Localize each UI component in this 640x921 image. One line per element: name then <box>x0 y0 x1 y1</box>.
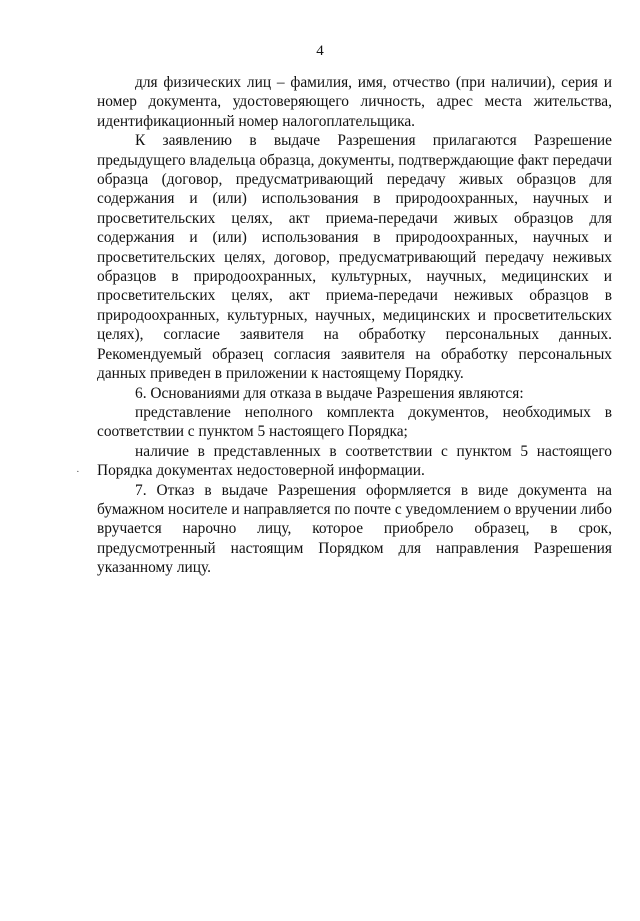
paragraph-false-information: наличие в представленных в соответствии с пунктом 5 настоящего Порядка документах недостоверной информации. <box>97 442 612 480</box>
paragraph-incomplete-documents: представление неполного комплекта документов, необходимых в соответствии с пунктом 5 настоящего Порядка; <box>97 403 612 441</box>
paragraph-refusal-grounds: 6. Основаниями для отказа в выдаче Разрешения являются: <box>135 384 524 402</box>
paragraph-applicant-details: для физических лиц – фамилия, имя, отчество (при наличии), серия и номер документа, удостоверяющего личность, адрес места жительства, идентификационный номер налогоплательщика. <box>97 74 612 130</box>
document-body <box>97 73 612 578</box>
paragraph-refusal-delivery: 7. Отказ в выдаче Разрешения оформляется в виде документа на бумажном носителе и направляется по почте с уведомлением о вручении либо вручается нарочно лицу, которое приобрело образец, в срок, предусмотренный настоящим Порядком для направления Разрешения указанному лицу. <box>97 481 612 577</box>
page-number: 4 <box>316 43 324 59</box>
scan-mark: · <box>76 466 80 478</box>
paragraph-attachments: К заявлению в выдаче Разрешения прилагаются Разрешение предыдущего владельца образца, документы, подтверждающие факт передачи образца (договор, предусматривающий передачу живых образцов для содержания и (или) использования в природоохранных, научных и просветительских целях, акт приема-передачи живых образцов для содержания и (или) использования в природоохранных, научных и просветительских целях, договор, предусматривающий передачу неживых образцов в природоохранных, культурных, научных, медицинских и просветительских целях, акт приема-передачи неживых образцов в природоохранных, культурных, научных, медицинских и просветительских целях), согласие заявителя на обработку персональных данных. Рекомендуемый образец согласия заявителя на обработку персональных данных приведен в приложении к настоящему Порядку. <box>97 132 612 383</box>
